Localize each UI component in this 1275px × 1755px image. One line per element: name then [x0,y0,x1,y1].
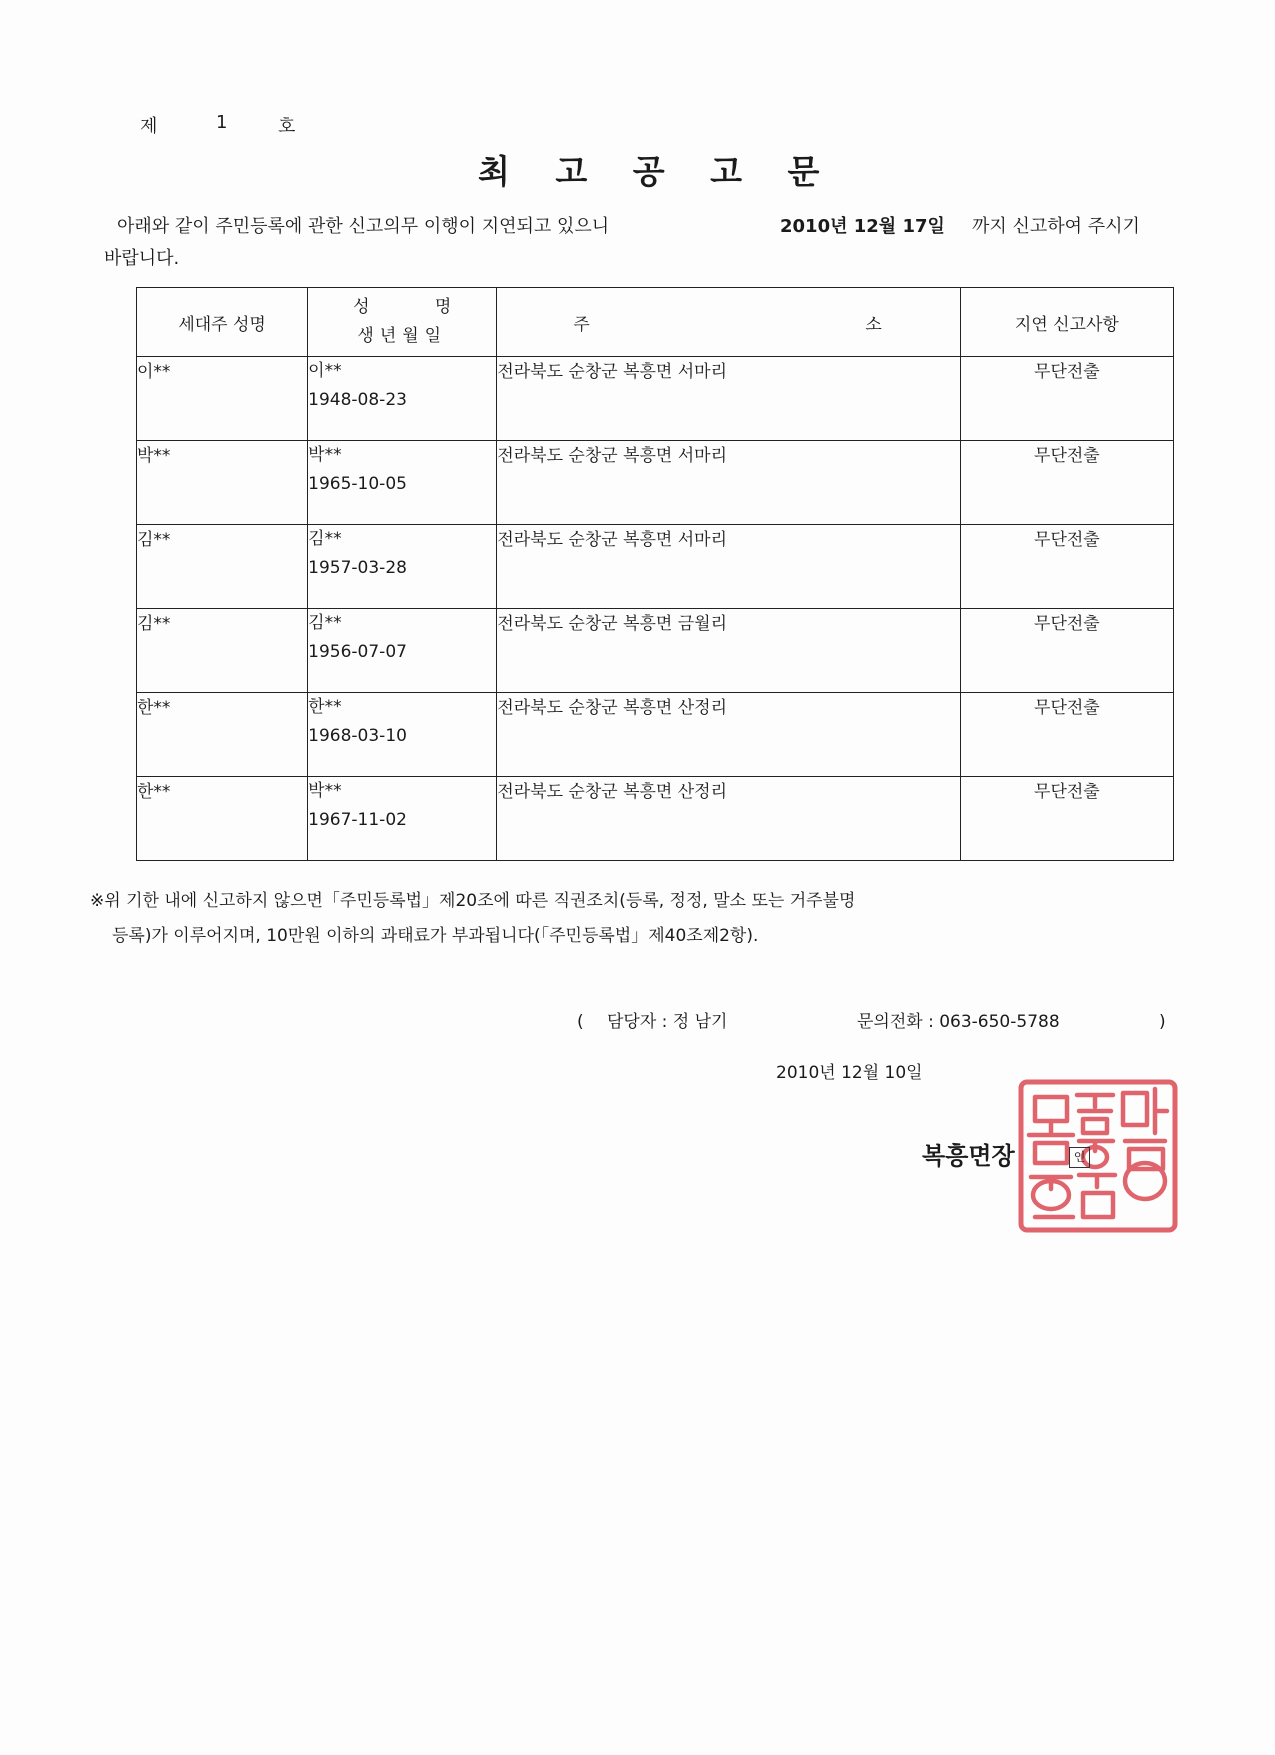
table-row [137,357,1174,441]
cell-status: 무단전출 [960,693,1173,777]
cell-name-birth [308,609,497,693]
intro-text-line1-end: 까지 신고하여 주시기 [972,216,1140,237]
cell-birth: 1948-08-23 [308,390,407,410]
cell-name: 박** [308,781,342,801]
cell-head-of-household: 이** [137,357,308,441]
cell-head-of-household: 김** [137,525,308,609]
signer-title: 복흥면장 [922,1142,1015,1170]
cell-address: 전라북도 순창군 복흥면 산정리 [497,693,960,777]
cell-address: 전라북도 순창군 복흥면 산정리 [497,777,960,861]
issue-date: 2010년 12월 10일 [776,1063,923,1083]
contact-phone: 문의전화 : 063-650-5788 [857,1012,1060,1032]
footnote-line1: ※위 기한 내에 신고하지 않으면「주민등록법」제20조에 따른 직권조치(등록, 정정, 말소 또는 거주불명 [90,891,856,911]
cell-status: 무단전출 [960,357,1173,441]
cell-head-of-household: 김** [137,609,308,693]
seal-mark: 인 [1069,1147,1090,1168]
header-delayed-report: 지연 신고사항 [960,288,1173,357]
header-address [497,288,960,357]
contact-close-paren: ) [1159,1012,1166,1032]
contact-person: 담당자 : 정 남기 [607,1012,728,1032]
cell-birth: 1965-10-05 [308,474,407,494]
cell-status: 무단전출 [960,441,1173,525]
cell-name-birth [308,693,497,777]
cell-birth: 1957-03-28 [308,558,407,578]
cell-name: 한** [308,697,342,717]
cell-address: 전라북도 순창군 복흥면 금월리 [497,609,960,693]
table-row [137,441,1174,525]
table-row [137,777,1174,861]
cell-head-of-household: 박** [137,441,308,525]
doc-number-prefix: 제 [140,116,158,137]
intro-text-line1: 아래와 같이 주민등록에 관한 신고의무 이행이 지연되고 있으니 [117,216,610,237]
table-header-row [137,288,1174,357]
cell-birth: 1968-03-10 [308,726,407,746]
contact-info [577,1007,1166,1032]
document-number [140,112,295,138]
intro-text-line2: 바랍니다. [104,248,180,269]
header-address-left: 주 [573,314,590,335]
cell-address: 전라북도 순창군 복흥면 서마리 [497,357,960,441]
header-birth: 생년월일 [357,326,448,346]
cell-name: 이** [308,361,342,381]
table-row [137,693,1174,777]
records-table [136,287,1174,861]
header-head-of-household: 세대주 성명 [137,288,308,357]
contact-open-paren: ( [577,1012,584,1032]
cell-name-birth [308,777,497,861]
header-address-right: 소 [865,314,882,335]
cell-name: 박** [308,445,342,465]
cell-status: 무단전출 [960,609,1173,693]
official-seal-stamp [1017,1077,1179,1235]
cell-name-birth [308,441,497,525]
cell-name-birth [308,357,497,441]
cell-head-of-household: 한** [137,693,308,777]
footnote-line2: 등록)가 이루어지며, 10만원 이하의 과태료가 부과됩니다(「주민등록법」제40조제2항). [112,926,759,946]
table-row [137,525,1174,609]
cell-birth: 1956-07-07 [308,642,407,662]
table-row [137,609,1174,693]
cell-status: 무단전출 [960,525,1173,609]
page-title: 최 고 공 고 문 [478,152,820,191]
cell-name: 김** [308,613,342,633]
doc-number-value: 1 [216,112,228,133]
cell-name-birth [308,525,497,609]
cell-birth: 1967-11-02 [308,810,407,830]
doc-number-suffix: 호 [278,116,296,137]
cell-status: 무단전출 [960,777,1173,861]
header-name-birth [308,288,497,357]
cell-name: 김** [308,529,342,549]
cell-address: 전라북도 순창군 복흥면 서마리 [497,441,960,525]
header-name: 성 명 [353,297,452,317]
cell-address: 전라북도 순창군 복흥면 서마리 [497,525,960,609]
intro-deadline-date: 2010년 12월 17일 [780,216,945,237]
cell-head-of-household: 한** [137,777,308,861]
